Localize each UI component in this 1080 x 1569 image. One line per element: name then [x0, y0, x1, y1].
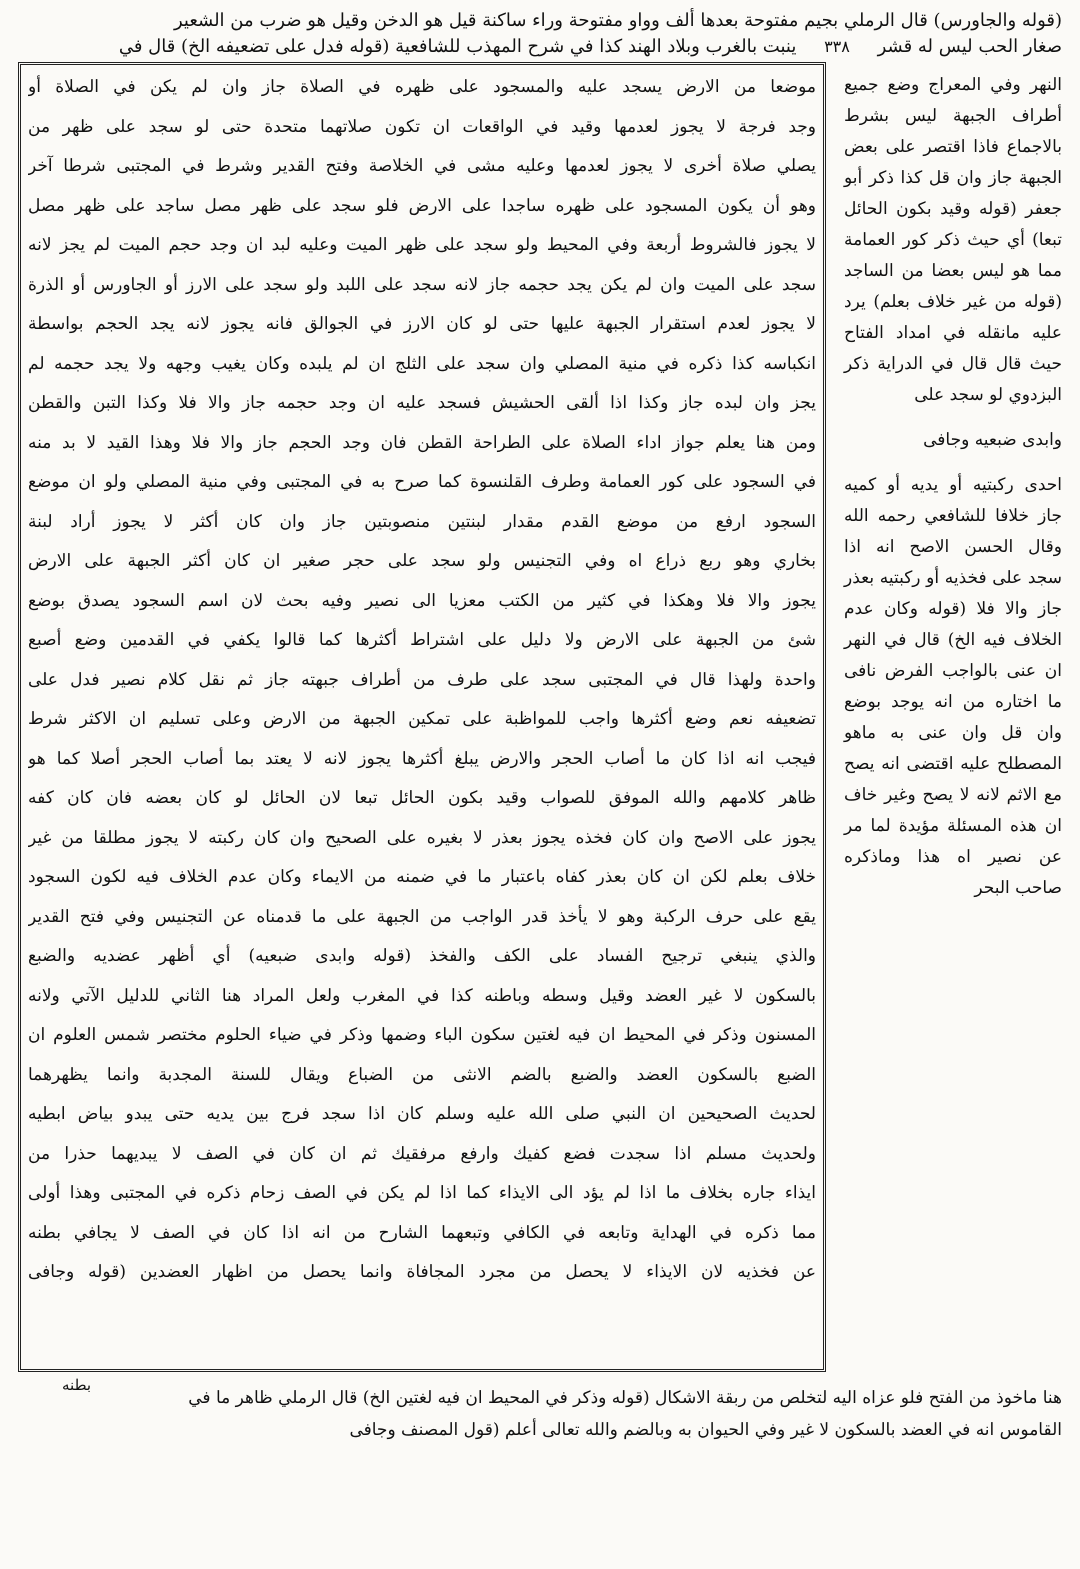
main-text-line: لا يجوز لعدم استقرار الجبهة عليها حتى لو كان الارز في الجوالق فانه يجوز لانه يجد الحجم بواسطة: [28, 314, 816, 334]
commentary-paragraph: النهر وفي المعراج وضع جميع أطراف الجبهة ليس بشرط بالاجماع فاذا اقتصر على بعض الجبهة جاز وان قل كذا ذكر أبو جعفر (قوله وقيد بكون الحائل تبعا) أي حيث ذكر كور العمامة مما هو ليس بعضا من الساجد (قوله من غير خلاف بعلم) يرد عليه مانقله في امداد الفتاح حيث قال قال في الدراية ذكر البزدوي لو سجد على: [844, 75, 1062, 405]
main-text-line: وهو أن يكون المسجود على ظهره ساجدا على الارض فلو سجد على ظهر مصل ساجد على ظهر مصل: [28, 195, 816, 216]
main-text-line: لحديث الصحيحين ان النبي صلى الله عليه وسلم كان اذا سجد فرج بين يديه حتى يبدو بياض ابطيه: [28, 1104, 816, 1124]
page-header: [18, 8, 1062, 60]
header-line: [18, 34, 1062, 60]
main-text-line: خلاف بعلم لكن ان كان بعذر كفاه باعتبار ما في ضمنه من الايماء وكان عدم الخلاف فيه لكون السجود: [28, 867, 816, 887]
main-text-line: تضعيفه نعم وضع أكثرها واجب للمواظبة على تمكين الجبهة من الارض وعلى تسليم ان الاكثر شرط: [28, 709, 816, 729]
main-text-line: لا يجوز فالشروط أربعة وفي المحيط ولو سجد على ظهر الميت وعليه لبد ان وجد حجم الميت لم يجز لانه: [28, 235, 816, 255]
page-footer: [18, 1382, 1062, 1446]
main-text-line: موضعا من الارض يسجد عليه والمسجود على ظهره في الصلاة جاز وان لم يكن في الصلاة أو: [28, 77, 816, 97]
main-text-box: [18, 62, 826, 1372]
main-text-line: عن فخذيه لان الايذاء لا يحصل من مجرد المجافاة وانما يحصل من اظهار العضدين (قوله وجافى: [28, 1262, 816, 1282]
main-text-line: الضبع بالسكون العضد والضبع بالضم الانثى من الضباع ويقال للسنة المجدبة وانما يظهرهما: [28, 1064, 816, 1085]
main-text-line: في السجود على كور العمامة وطرف القلنسوة كما صرح به في المجتبى وفي منية المصلي ولو ان موضع: [28, 472, 816, 492]
footer-line: هنا ماخوذ من الفتح فلو عزاه اليه لتخلص من ربقة الاشكال (قوله وذكر في المحيط ان فيه لغتين الخ) قال الرملي ظاهر ما في: [188, 1388, 1062, 1408]
commentary-heading: وابدى ضبعيه وجافى: [923, 430, 1062, 450]
main-text-line: بخاري وهو ربع ذراع اه وفي التجنيس ولو سجد على حجر صغير ان كان أكثر الجبهة على الارض: [28, 551, 816, 571]
main-text-line: ولحديث مسلم اذا سجدت فضع كفيك وارفع مرفقيك ثم ان كان في الصف لا يبديهما حذرا من: [28, 1143, 816, 1164]
main-text-line: يجوز والا فلا وهكذا في كثير من الكتب معزيا الى نصير وفيه بحث لان اسم السجود يصدق بوضع: [28, 590, 816, 611]
footer-line: القاموس انه في العضد بالسكون لا غير وفي الحيوان به وبالضم والله تعالى أعلم (قول المصنف وجافى: [349, 1420, 1062, 1440]
main-text-line: بالسكون لا غير العضد وقيل وسطه وباطنه كذا في المغرب ولعل المراد هنا الثاني للدليل الآتي ولانه: [28, 985, 816, 1006]
main-text-line: ظاهر كلامهم والله الموفق للصواب وقيد بكون الحائل تبعا لان الحائل لو كان بعضه فان كان كفه: [28, 788, 816, 808]
main-text-line: فيجب انه اذا كان ما أصاب الحجر والارض يبلغ أكثرها يجوز لانه لا يعتد بما أصاب الحجر أصلا كما هو: [28, 748, 816, 769]
margin-commentary: [844, 70, 1062, 904]
main-text-line: شئ من الجبهة على الارض ولا دليل على اشتراط أكثرها كما قالوا يكفي في القدمين وضع أصبع: [28, 630, 816, 650]
main-text-line: مما ذكره في الهداية وتابعه في الكافي وتبعهما الشارح من انه اذا كان في الصف لا يجافي بطنه: [28, 1222, 816, 1243]
main-text-line: واحدة ولهذا قال في المجتبى سجد على طرف من أطراف جبهته جاز ثم نقل كلام نصير فدل على: [28, 669, 816, 690]
main-text-line: وجد فرجة لا يجوز لعدمها وقيد في الواقعات ان تكون صلاتهما متحدة حتى لو سجد على ظهر من: [28, 116, 816, 137]
header-line: (قوله والجاورس) قال الرملي بجيم مفتوحة بعدها ألف وواو مفتوحة وراء ساكنة قيل هو الدخن وقيل هو ضرب من الشعير: [173, 10, 1062, 31]
main-text-line: سجد على الميت وان لم يكن يجد حجمه جاز لانه سجد على اللبد ولو سجد على الارز أو الجاورس أو الذرة: [28, 274, 816, 295]
main-text-line: يصلي صلاة أخرى لا يجوز لعدمها وعليه مشى في الخلاصة وفتح القدير وشرط في المجتبى شرطا آخر: [28, 156, 816, 176]
main-text-line: انكباسه كذا ذكره في منية المصلي وان سجد على الثلج ان لم يلبده وكان يغيب وجهه ولا يجد حجمه لم: [28, 353, 816, 374]
main-text-line: يجز وان لبده جاز وكذا اذا ألقى الحشيش فسجد عليه ان وجد حجمه جاز والا فلا وكذا التبن والقطن: [28, 393, 816, 413]
page-number: ٣٣٨: [824, 37, 850, 56]
main-text-line: المسنون وذكر في المحيط ان فيه لغتين سكون الباء وضمها وذكر في ضياء الحلوم مختصر شمس العلوم ان: [28, 1025, 816, 1045]
header-text: ينبت بالغرب وبلاد الهند كذا في شرح المهذب للشافعية (قوله فدل على تضعيفه الخ) قال في: [118, 36, 797, 57]
header-text: صغار الحب ليس له قشر: [877, 36, 1062, 57]
commentary-paragraph: احدى ركبتيه أو يديه أو كميه جاز خلافا للشافعي رحمه الله وقال الحسن الاصح انه اذا سجد على فخذيه أو ركبتيه بعذر جاز والا فلا (قوله وكان عدم الخلاف فيه الخ) قال في النهر ان عنى بالواجب الفرض نافى ما اختاره من انه يوجد بوضع وان قل وان عنى به ماهو المصطلح عليه اقتضى انه يصح مع الاثم لانه لا يصح وغير خاف ان هذه المسئلة مؤيدة لما مر عن نصير اه هذا وماذكره صاحب البحر: [844, 475, 1062, 898]
main-text-line: يقع على حرف الركبة وهو لا يأخذ قدر الواجب من الجبهة على ما قدمناه عن التجنيس وفي فتح القدير: [28, 906, 816, 927]
footer-note: بطنه: [62, 1376, 92, 1394]
main-text-line: يجوز على الاصح وان كان فخذه يجوز بعذر لا بغيره على الصحيح وان كان ركبته لا يجوز مطلقا من غير: [28, 827, 816, 848]
main-text-line: ومن هنا يعلم جواز اداء الصلاة على الطراحة القطن فان وجد الحجم جاز والا فلا وهذا القيد لا بد منه: [28, 432, 816, 453]
main-text-line: ايذاء جاره بخلاف ما اذا لم يؤد الى الايذاء كما اذا لم يكن في الصف زحام ذكره في المجتبى وهذا أولى: [28, 1183, 816, 1203]
main-text-line: السجود ارفع من موضع القدم مقدار لبنتين منصوبتين جاز وان كان أكثر لا يجوز أراد لبنة: [28, 511, 816, 532]
main-text-line: والذي ينبغي ترجيح الفساد على الكف والفخذ (قوله وابدى ضبعيه) أي أظهر عضديه والضبع: [28, 946, 816, 966]
